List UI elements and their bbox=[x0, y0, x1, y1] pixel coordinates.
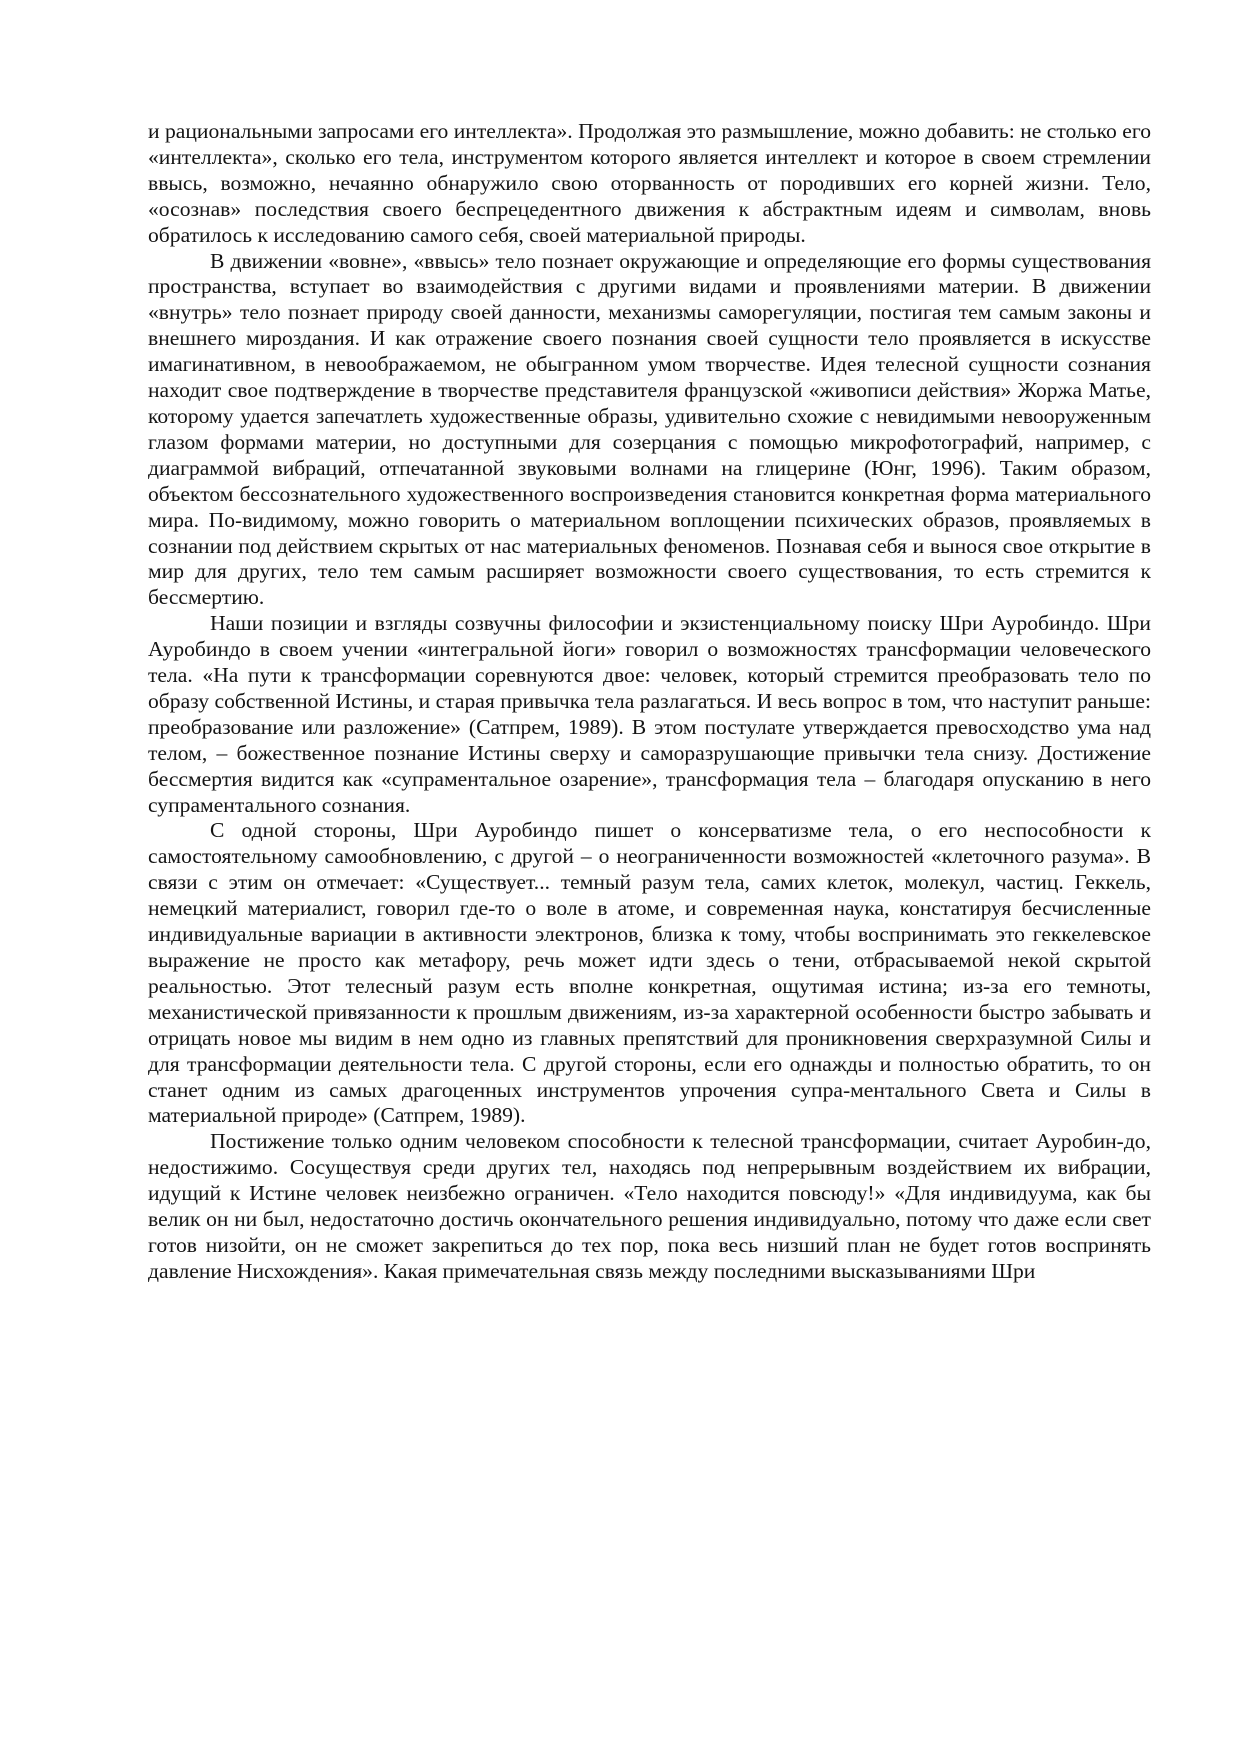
paragraph-2-body-movement: В движении «вовне», «ввысь» тело познает окружающие и определяющие его формы существования пространства, вступает во взаимодействия с другими видами и проявлениями материи. В движении «внутрь» тело познает природу своей данности, механизмы саморегуляции, постигая тем самым законы и внешнего мироздания. И как отражение своего познания своей сущности тело проявляется в искусстве имагинативном, в невоображаемом, не обыгранном умом творчестве. Идея телесной сущности сознания находит свое подтверждение в творчестве представителя французской «живописи действия» Жоржа Матье, которому удается запечатлеть художественные образы, удивительно схожие с невидимыми невооруженным глазом формами материи, но доступными для созерцания с помощью микрофотографий, например, с диаграммой вибраций, отпечатанной звуковыми волнами на глицерине (Юнг, 1996). Таким образом, объектом бессознательного художественного воспроизведения становится конкретная форма материального мира. По-видимому, можно говорить о материальном воплощении психических образов, проявляемых в сознании под действием скрытых от нас материальных феноменов. Познавая себя и вынося свое открытие в мир для других, тело тем самым расширяет возможности своего существования, то есть стремится к бессмертию. bbox=[148, 248, 1151, 610]
paragraph-5-transformation: Постижение только одним человеком способности к телесной трансформации, считает Ауробин-до, недостижимо. Сосуществуя среди других тел, находясь под непрерывным воздействием их вибрации, идущий к Истине человек неизбежно ограничен. «Тело находится повсюду!» «Для индивидуума, как бы велик он ни был, недостаточно достичь окончательного решения индивидуально, потому что даже если свет готов низойти, он не сможет закрепиться до тех пор, пока весь низший план не будет готов воспринять давление Нисхождения». Какая примечательная связь между последними высказываниями Шри bbox=[148, 1129, 1151, 1283]
paragraph-4-cellular-mind: С одной стороны, Шри Ауробиндо пишет о консерватизме тела, о его неспособности к самостоятельному самообновлению, с другой – о неограниченности возможностей «клеточного разума». В связи с этим он отмечает: «Существует... темный разум тела, самих клеток, молекул, частиц. Геккель, немецкий материалист, говорил где-то о воле в атоме, и современная наука, констатируя бесчисленные индивидуальные вариации в активности электронов, близка к тому, чтобы воспринимать это геккелевское выражение не просто как метафору, речь может идти здесь о тени, отбрасываемой некой скрытой реальностью. Этот телесный разум есть вполне конкретная, ощутимая истина; из-за его темноты, механистической привязанности к прошлым движениям, из-за характерной особенности быстро забывать и отрицать новое мы видим в нем одно из главных препятствий для проникновения сверхразумной Силы и для трансформации деятельности тела. С другой стороны, если его однажды и полностью обратить, то он станет одним из самых драгоценных инструментов упрочения супра-ментального Света и Силы в материальной природе» (Сатпрем, 1989). bbox=[148, 818, 1151, 1128]
document-page bbox=[148, 119, 1151, 1285]
paragraph-1-continuation: и рациональными запросами его интеллекта». Продолжая это размышление, можно добавить: не столько его «интеллекта», сколько его тела, инструментом которого является интеллект и которое в своем стремлении ввысь, возможно, нечаянно обнаружило свою оторванность от породивших его корней жизни. Тело, «осознав» последствия своего беспрецедентного движения к абстрактным идеям и символам, вновь обратилось к исследованию самого себя, своей материальной природы. bbox=[148, 119, 1151, 247]
paragraph-3-sri-aurobindo: Наши позиции и взгляды созвучны философии и экзистенциальному поиску Шри Ауробиндо. Шри Ауробиндо в своем учении «интегральной йоги» говорил о возможностях трансформации человеческого тела. «На пути к трансформации соревнуются двое: человек, который стремится преобразовать тело по образу собственной Истины, и старая привычка тела разлагаться. И весь вопрос в том, что наступит раньше: преобразование или разложение» (Сатпрем, 1989). В этом постулате утверждается превосходство ума над телом, – божественное познание Истины сверху и саморазрушающие привычки тела снизу. Достижение бессмертия видится как «супраментальное озарение», трансформация тела – благодаря опусканию в него супраментального сознания. bbox=[148, 611, 1151, 817]
